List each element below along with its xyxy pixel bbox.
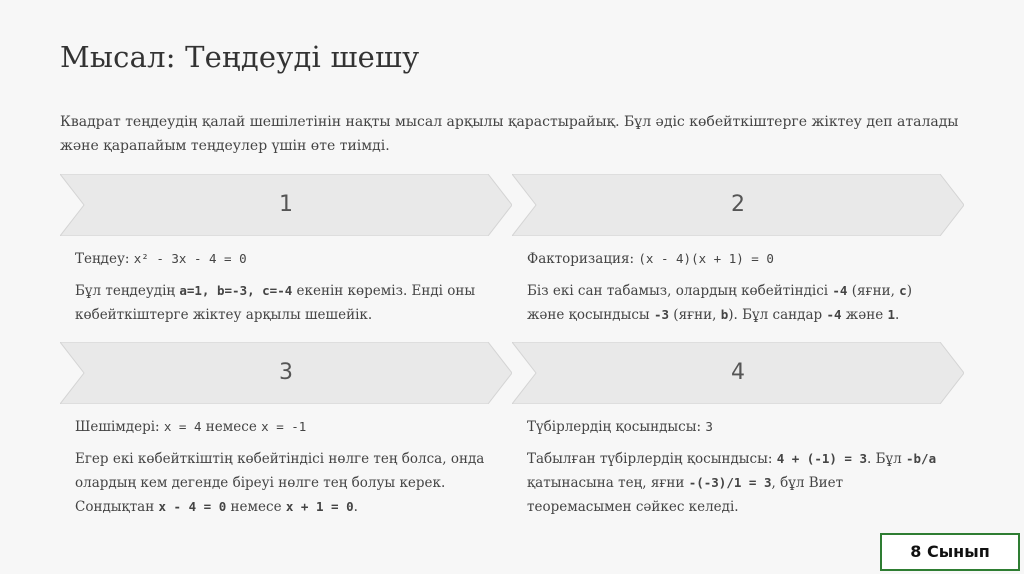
step-4-body: Табылған түбірлердің қосындысы: 4 + (-1) = 3. Бұл -b/a қатынасына тең, яғни -(-3)/1 = 3, бұл Виет теоремасымен сәйкес келеді. bbox=[527, 451, 937, 515]
step-3-number: 3 bbox=[279, 360, 293, 385]
step-2-number: 2 bbox=[731, 192, 745, 217]
step-1-body: Бұл теңдеудің a=1, b=-3, c=-4 екенін көреміз. Енді оны көбейткіштерге жіктеу арқылы шешейік. bbox=[75, 283, 476, 323]
step-3-body: Егер екі көбейткіштің көбейтіндісі нөлге тең болса, онда олардың кем дегенде біреуі нөлге тең болуы керек. Сондықтан x - 4 = 0 немесе x + 1 = 0. bbox=[75, 451, 485, 515]
step-1-number: 1 bbox=[279, 192, 293, 217]
step-2-body: Біз екі сан табамыз, олардың көбейтіндісі -4 (яғни, c) және қосындысы -3 (яғни, b). Бұл сандар -4 және 1. bbox=[527, 283, 912, 323]
step-1-text bbox=[75, 247, 495, 327]
step-2-text bbox=[527, 247, 947, 327]
grade-badge: 8 Сынып bbox=[880, 533, 1020, 571]
page-title: Мысал: Теңдеуді шешу bbox=[60, 40, 420, 74]
step-4-text bbox=[527, 415, 947, 519]
step-2-equation: (x - 4)(x + 1) = 0 bbox=[638, 251, 774, 266]
step-3-root-2: x = -1 bbox=[261, 419, 307, 434]
step-3-heading: Шешімдері: x = 4 немесе x = -1 bbox=[75, 419, 307, 435]
step-4-number: 4 bbox=[731, 360, 745, 385]
step-3-text bbox=[75, 415, 495, 519]
step-4-arrow bbox=[512, 342, 964, 404]
step-1-equation: x² - 3x - 4 = 0 bbox=[133, 251, 247, 266]
step-1-label: Теңдеу: bbox=[75, 251, 130, 267]
step-1-heading bbox=[75, 247, 495, 271]
step-1-arrow bbox=[60, 174, 512, 236]
step-3-root-1: x = 4 bbox=[163, 419, 202, 434]
step-4-sum: 3 bbox=[705, 419, 713, 434]
step-4-label: Түбірлердің қосындысы: bbox=[527, 419, 702, 435]
step-2-arrow bbox=[512, 174, 964, 236]
step-4-heading bbox=[527, 415, 947, 439]
step-3-label: Шешімдері: bbox=[75, 419, 160, 435]
step-3-arrow bbox=[60, 342, 512, 404]
step-2-label: Факторизация: bbox=[527, 251, 635, 267]
step-2-heading bbox=[527, 247, 947, 271]
intro-paragraph: Квадрат теңдеудің қалай шешілетінін нақты мысал арқылы қарастырайық. Бұл әдіс көбейткіштерге жіктеу деп аталады және қарапайым теңдеулер үшін өте тиімді. bbox=[60, 114, 959, 154]
